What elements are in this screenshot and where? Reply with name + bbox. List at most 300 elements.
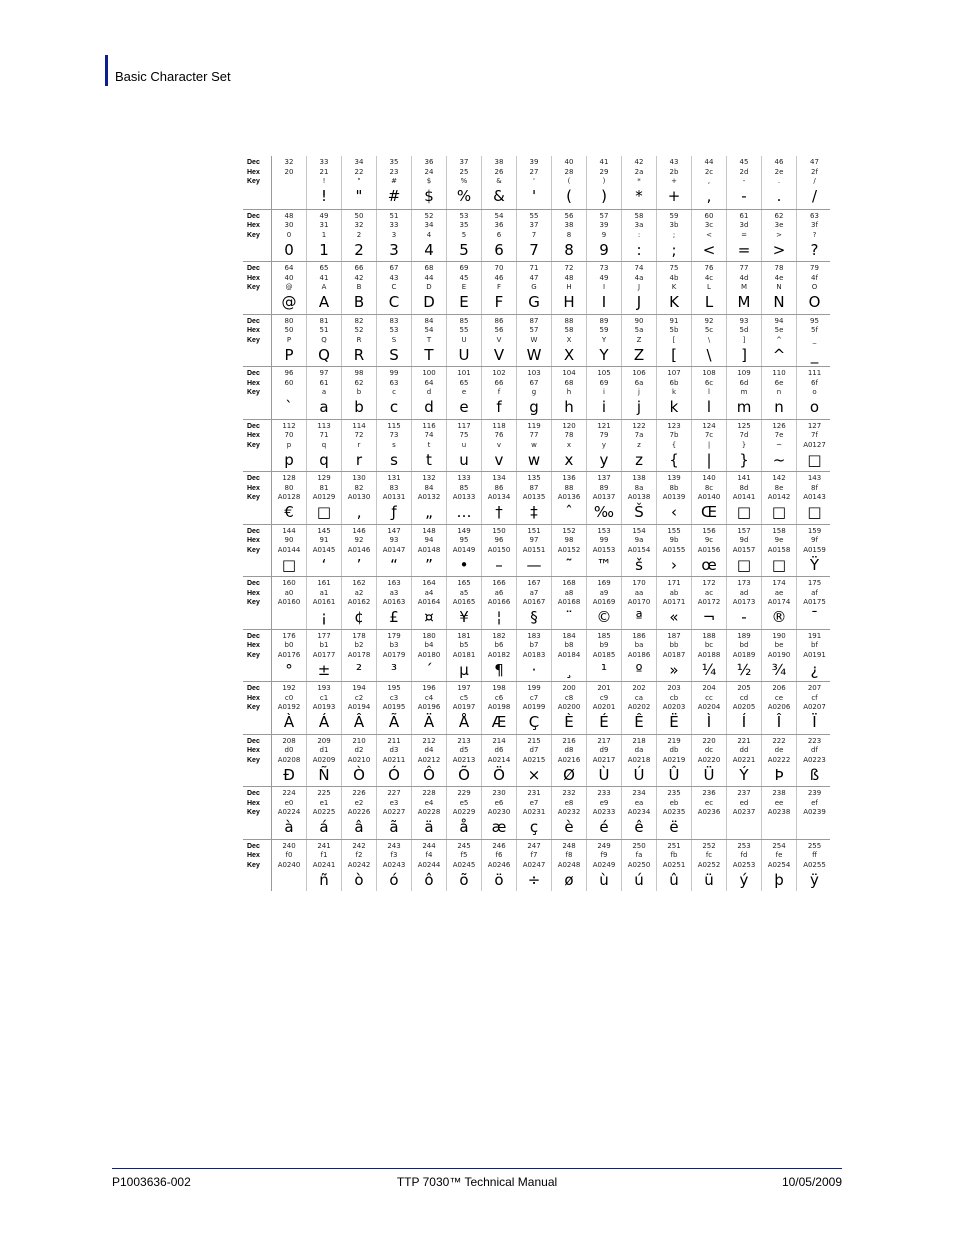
glyph: ¾ xyxy=(771,660,787,679)
hex-value: ab xyxy=(669,588,679,597)
hex-value: 83 xyxy=(389,483,399,492)
hex-value: 50 xyxy=(284,326,294,335)
dec-value: 112 xyxy=(282,421,296,430)
hex-value: c8 xyxy=(564,693,574,702)
dec-value: 131 xyxy=(387,474,401,482)
char-cell xyxy=(622,472,657,524)
dec-value: 172 xyxy=(702,579,716,587)
dec-value: 202 xyxy=(632,684,646,692)
dec-value: 41 xyxy=(599,158,609,166)
row-label: Dec xyxy=(247,527,260,535)
row-label: Dec xyxy=(247,422,260,430)
key-value: W xyxy=(530,335,538,344)
key-value: + xyxy=(671,177,677,186)
hex-value: eb xyxy=(669,798,679,807)
key-value: 5 xyxy=(461,230,467,239)
dec-value: 96 xyxy=(284,369,294,377)
row-labels xyxy=(243,525,272,577)
glyph: t xyxy=(426,450,432,469)
key-value: A0191 xyxy=(803,650,826,659)
hex-value: 31 xyxy=(319,221,329,230)
dec-value: 151 xyxy=(527,526,541,535)
hex-value: c3 xyxy=(389,693,399,702)
hex-value: 46 xyxy=(494,273,504,282)
key-value: h xyxy=(566,388,572,397)
dec-value: 140 xyxy=(702,474,716,482)
char-cell xyxy=(412,367,447,419)
key-value: 1 xyxy=(321,230,327,239)
hex-value: 71 xyxy=(319,431,329,440)
glyph: Á xyxy=(318,713,330,731)
key-value: A0142 xyxy=(767,493,791,502)
char-cell xyxy=(412,735,447,787)
key-value: d xyxy=(426,388,432,397)
char-cell xyxy=(517,840,552,892)
hex-value: e0 xyxy=(284,798,294,807)
char-cell xyxy=(517,262,552,314)
key-value: Q xyxy=(321,335,327,344)
glyph: ? xyxy=(810,240,819,259)
char-cell xyxy=(377,577,412,629)
hex-value: 6f xyxy=(811,378,818,387)
glyph: ´ xyxy=(425,660,433,679)
hex-value: 3b xyxy=(669,221,679,230)
glyph: R xyxy=(353,345,365,364)
hex-value: 73 xyxy=(389,431,399,440)
dec-value: 207 xyxy=(807,684,822,692)
key-value: A0134 xyxy=(487,493,511,502)
row-labels xyxy=(243,315,272,367)
key-value: A0252 xyxy=(697,860,721,869)
char-cell xyxy=(482,472,517,524)
row-label: Dec xyxy=(247,265,260,272)
row-labels xyxy=(243,577,272,629)
key-value: A0234 xyxy=(627,808,651,817)
key-value: A0133 xyxy=(452,493,476,502)
key-value: A0238 xyxy=(767,808,791,817)
char-cell xyxy=(587,315,622,367)
dec-value: 164 xyxy=(422,579,436,587)
dec-value: 102 xyxy=(492,369,506,377)
key-value: A0135 xyxy=(522,493,546,502)
row-labels xyxy=(243,262,272,314)
key-value: A0248 xyxy=(557,860,581,869)
char-cell xyxy=(657,262,692,314)
key-value: m xyxy=(740,388,748,397)
char-cell xyxy=(377,472,412,524)
char-cell xyxy=(762,577,797,629)
char-cell xyxy=(727,210,762,262)
dec-value: 159 xyxy=(807,526,822,535)
dec-value: 83 xyxy=(389,316,399,325)
hex-value: c2 xyxy=(354,693,364,702)
dec-value: 197 xyxy=(457,684,471,692)
hex-value: c1 xyxy=(319,693,329,702)
char-cell xyxy=(307,420,342,472)
key-value: A0237 xyxy=(732,808,756,817)
hex-value: a7 xyxy=(529,588,539,597)
dec-value: 183 xyxy=(527,631,541,640)
char-cell xyxy=(412,156,447,209)
key-value: A0183 xyxy=(522,650,546,659)
hex-value: 4d xyxy=(739,273,749,282)
dec-value: 33 xyxy=(319,158,329,166)
key-value: A0218 xyxy=(627,755,651,764)
dec-value: 156 xyxy=(702,526,716,535)
hex-value: 96 xyxy=(494,536,504,545)
key-value: A0211 xyxy=(382,755,406,764)
glyph: X xyxy=(563,345,575,364)
dec-value: 101 xyxy=(457,369,471,377)
glyph: × xyxy=(527,765,541,784)
char-cell xyxy=(692,577,727,629)
glyph: ˆ xyxy=(565,503,573,521)
key-value: - xyxy=(742,177,746,186)
glyph: x xyxy=(564,450,574,469)
char-cell xyxy=(622,682,657,734)
dec-value: 154 xyxy=(632,526,646,535)
char-cell xyxy=(447,735,482,787)
table-block xyxy=(243,314,830,367)
glyph: - xyxy=(741,187,747,205)
char-cell xyxy=(622,315,657,367)
dec-value: 52 xyxy=(424,211,434,220)
key-value: / xyxy=(813,177,816,186)
key-value: i xyxy=(603,388,605,397)
char-cell xyxy=(412,210,447,262)
glyph: ÿ xyxy=(810,870,819,889)
glyph: æ xyxy=(491,818,507,836)
row-label: Dec xyxy=(247,580,260,587)
hex-value: f6 xyxy=(495,851,503,860)
glyph: + xyxy=(667,187,681,205)
table-block xyxy=(243,419,830,472)
char-cell xyxy=(727,787,762,839)
key-value: A0208 xyxy=(277,755,301,764)
hex-value: 7b xyxy=(669,431,679,440)
glyph: n xyxy=(774,398,784,416)
dec-value: 92 xyxy=(704,316,714,325)
char-cell xyxy=(482,262,517,314)
char-cell xyxy=(482,210,517,262)
dec-value: 149 xyxy=(457,526,471,535)
dec-value: 244 xyxy=(422,841,436,850)
dec-value: 84 xyxy=(424,316,434,325)
hex-value: 45 xyxy=(459,273,469,282)
key-value: A0247 xyxy=(522,860,546,869)
glyph: J xyxy=(636,293,642,311)
glyph: ‚ xyxy=(356,503,362,521)
key-value: ~ xyxy=(776,440,782,449)
glyph: w xyxy=(527,450,541,469)
dec-value: 107 xyxy=(667,369,681,377)
hex-value: 32 xyxy=(354,221,364,230)
char-cell xyxy=(377,156,412,209)
dec-value: 237 xyxy=(737,789,751,797)
char-cell xyxy=(622,787,657,839)
glyph: y xyxy=(599,450,609,469)
dec-value: 157 xyxy=(737,526,751,535)
key-value: A0184 xyxy=(557,650,581,659)
char-cell xyxy=(377,420,412,472)
glyph: ™ xyxy=(596,555,612,574)
glyph: ã xyxy=(389,818,399,836)
char-cell xyxy=(272,315,307,367)
key-value: u xyxy=(461,440,467,449)
key-value: 0 xyxy=(286,230,292,239)
char-cell xyxy=(797,262,832,314)
table-block xyxy=(243,839,830,892)
dec-value: 182 xyxy=(492,631,506,640)
glyph: s xyxy=(390,450,398,469)
char-cell xyxy=(307,472,342,524)
key-value: A0164 xyxy=(417,598,441,607)
hex-value: dc xyxy=(704,746,714,755)
key-value: R xyxy=(356,335,362,344)
glyph: Ð xyxy=(283,765,295,784)
glyph: ” xyxy=(425,555,433,574)
key-value: A0231 xyxy=(522,808,546,817)
glyph: % xyxy=(456,187,472,205)
row-label: Key xyxy=(247,861,260,869)
row-label: Dec xyxy=(247,370,260,377)
key-value: < xyxy=(706,230,712,239)
glyph: □ xyxy=(807,450,822,469)
char-cell xyxy=(797,420,832,472)
key-value: A0151 xyxy=(522,545,546,554)
hex-value: fa xyxy=(635,851,643,860)
glyph: d xyxy=(424,398,434,416)
char-cell xyxy=(657,210,692,262)
hex-value: 86 xyxy=(494,483,504,492)
glyph: # xyxy=(387,187,401,205)
dec-value: 181 xyxy=(457,631,471,640)
dec-value: 110 xyxy=(772,369,786,377)
hex-value: 33 xyxy=(389,221,399,230)
table-block xyxy=(243,524,830,577)
dec-value: 180 xyxy=(422,631,436,640)
glyph: B xyxy=(353,293,365,311)
key-value: A0214 xyxy=(487,755,511,764)
row-label: Hex xyxy=(247,694,260,702)
row-label: Key xyxy=(247,178,260,186)
key-value: L xyxy=(707,283,711,292)
hex-value: 7c xyxy=(704,431,714,440)
hex-value: 4e xyxy=(774,273,784,282)
hex-value: 6a xyxy=(634,378,644,387)
glyph: e xyxy=(459,398,469,416)
row-label: Hex xyxy=(247,168,260,176)
char-cell xyxy=(307,156,342,209)
glyph: è xyxy=(564,818,574,836)
key-value: A0172 xyxy=(697,598,721,607)
hex-value: 5d xyxy=(739,326,749,335)
hex-value: f5 xyxy=(460,851,468,860)
dec-value: 155 xyxy=(667,526,681,535)
char-cell xyxy=(377,315,412,367)
glyph: Ý xyxy=(739,765,749,784)
key-value: Z xyxy=(636,335,642,344)
hex-value: 27 xyxy=(529,167,539,176)
char-cell xyxy=(517,787,552,839)
char-cell xyxy=(762,420,797,472)
key-value: A0195 xyxy=(382,703,406,712)
row-labels xyxy=(243,735,272,787)
glyph: > xyxy=(772,240,786,259)
key-value: A0178 xyxy=(347,650,371,659)
row-labels xyxy=(243,787,272,839)
char-cell xyxy=(622,630,657,682)
key-value: 9 xyxy=(601,230,607,239)
hex-value: 43 xyxy=(389,273,399,282)
glyph: ³ xyxy=(390,660,397,679)
key-value: e xyxy=(461,388,467,397)
key-value: f xyxy=(497,388,501,397)
char-cell xyxy=(727,735,762,787)
char-cell xyxy=(447,156,482,209)
hex-value: 22 xyxy=(354,167,364,176)
row-label: Key xyxy=(247,389,260,397)
key-value: ( xyxy=(567,177,571,186)
dec-value: 71 xyxy=(529,264,539,272)
key-value: A0128 xyxy=(277,493,301,502)
char-cell xyxy=(587,472,622,524)
key-value: A0179 xyxy=(382,650,406,659)
table-block xyxy=(243,156,830,209)
glyph: ` xyxy=(285,398,293,416)
key-value: ] xyxy=(742,335,746,344)
char-cell xyxy=(272,525,307,577)
glyph: = xyxy=(737,240,751,259)
hex-value: 4c xyxy=(704,273,714,282)
glyph: 4 xyxy=(424,240,434,259)
dec-value: 196 xyxy=(422,684,436,692)
hex-value: 90 xyxy=(284,536,294,545)
dec-value: 231 xyxy=(527,789,541,797)
dec-value: 252 xyxy=(702,841,716,850)
glyph: ¯ xyxy=(810,608,819,626)
glyph: Ë xyxy=(669,713,679,731)
char-cell xyxy=(412,420,447,472)
hex-value: 23 xyxy=(389,167,399,176)
hex-value: 3e xyxy=(774,221,784,230)
char-cell xyxy=(727,472,762,524)
key-value: A0223 xyxy=(803,755,826,764)
char-cell xyxy=(587,630,622,682)
dec-value: 89 xyxy=(599,316,609,325)
dec-value: 37 xyxy=(459,158,469,166)
char-cell xyxy=(482,787,517,839)
dec-value: 54 xyxy=(494,211,504,220)
hex-value: 4f xyxy=(811,273,818,282)
glyph: · xyxy=(531,660,537,679)
char-cell xyxy=(797,735,832,787)
glyph: G xyxy=(528,293,540,311)
hex-value: 58 xyxy=(564,326,574,335)
char-cell xyxy=(692,210,727,262)
char-cell xyxy=(517,315,552,367)
key-value: [ xyxy=(672,335,676,344)
hex-value: 8a xyxy=(634,483,644,492)
dec-value: 77 xyxy=(739,264,749,272)
dec-value: 111 xyxy=(807,369,822,377)
glyph: Ù xyxy=(598,765,610,784)
key-value: A0130 xyxy=(347,493,371,502)
hex-value: c5 xyxy=(459,693,469,702)
char-cell xyxy=(727,367,762,419)
hex-value: f9 xyxy=(600,851,608,860)
hex-value: 37 xyxy=(529,221,539,230)
hex-value: f8 xyxy=(565,851,573,860)
glyph: □ xyxy=(771,503,787,521)
hex-value: 84 xyxy=(424,483,434,492)
hex-value: cb xyxy=(669,693,679,702)
char-cell xyxy=(377,682,412,734)
key-value: $ xyxy=(426,177,432,186)
glyph: 0 xyxy=(284,240,294,259)
key-value: Y xyxy=(601,335,607,344)
hex-value: 97 xyxy=(529,536,539,545)
glyph: ü xyxy=(704,870,714,889)
glyph: º xyxy=(635,660,643,679)
key-value: a xyxy=(321,388,327,397)
char-cell xyxy=(447,262,482,314)
row-label: Key xyxy=(247,231,260,239)
char-cell xyxy=(587,262,622,314)
hex-value: 5f xyxy=(811,326,818,335)
page-title: Basic Character Set xyxy=(115,69,231,84)
char-cell xyxy=(517,735,552,787)
hex-value: e9 xyxy=(599,798,609,807)
key-value: A0181 xyxy=(452,650,476,659)
glyph: ê xyxy=(634,818,644,836)
char-cell xyxy=(622,577,657,629)
char-cell xyxy=(342,315,377,367)
key-value: A0236 xyxy=(697,808,721,817)
dec-value: 53 xyxy=(459,211,469,220)
char-cell xyxy=(622,420,657,472)
key-value: A0201 xyxy=(592,703,616,712)
char-cell xyxy=(797,840,832,892)
glyph: œ xyxy=(701,555,717,574)
glyph: a xyxy=(319,398,329,416)
hex-value: a9 xyxy=(599,588,609,597)
dec-value: 167 xyxy=(527,579,541,587)
glyph: … xyxy=(456,503,472,521)
key-value: ? xyxy=(812,230,817,239)
header-accent-bar xyxy=(105,55,108,86)
dec-value: 67 xyxy=(389,264,399,272)
char-cell xyxy=(307,735,342,787)
hex-value: 82 xyxy=(354,483,364,492)
key-value: t xyxy=(427,440,431,449)
dec-value: 208 xyxy=(282,736,296,745)
dec-value: 144 xyxy=(282,526,296,535)
dec-value: 178 xyxy=(352,631,366,640)
glyph: C xyxy=(388,293,400,311)
hex-value: 39 xyxy=(599,221,609,230)
key-value: \ xyxy=(707,335,711,344)
glyph: ¼ xyxy=(701,660,717,679)
char-cell xyxy=(447,787,482,839)
key-value: A0205 xyxy=(732,703,756,712)
hex-value: 7f xyxy=(811,431,818,440)
row-label: Hex xyxy=(247,484,260,492)
dec-value: 166 xyxy=(492,579,506,587)
dec-value: 187 xyxy=(667,631,681,640)
key-value: A0213 xyxy=(452,755,476,764)
row-labels xyxy=(243,630,272,682)
